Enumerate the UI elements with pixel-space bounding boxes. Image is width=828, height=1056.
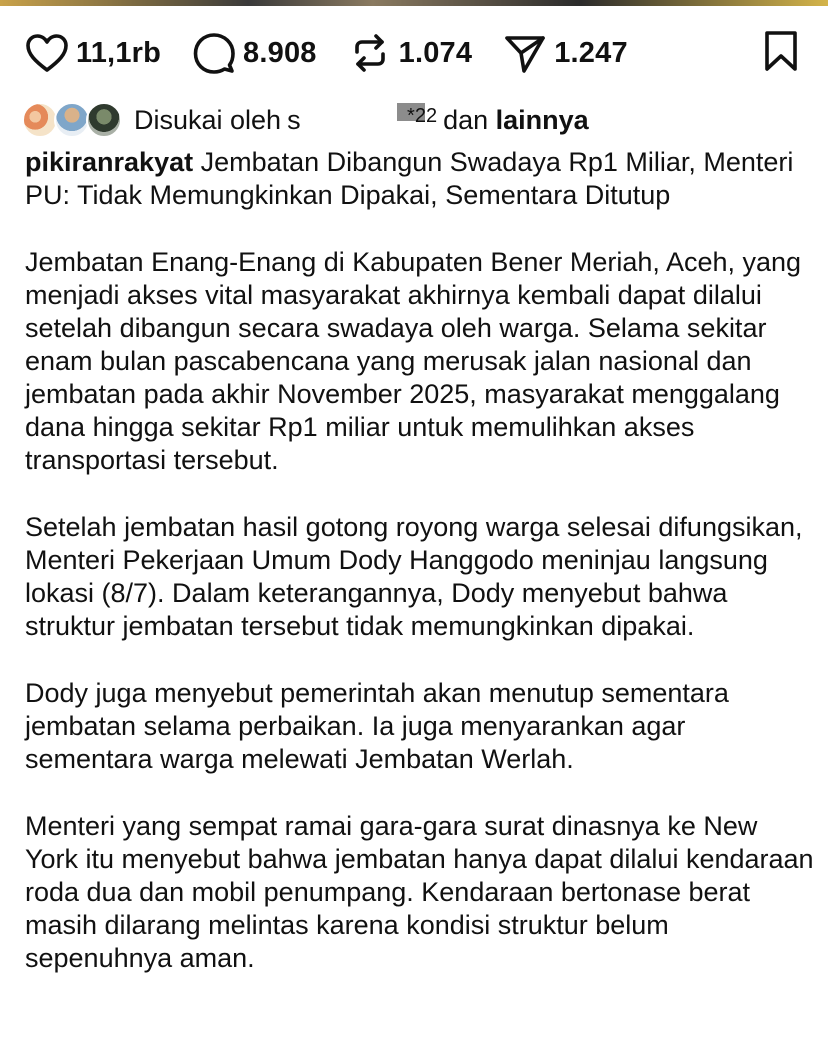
avatar	[22, 102, 58, 138]
caption-paragraph: Setelah jembatan hasil gotong royong warga selesai difungsikan, Menteri Pekerjaan Umum Dody Hanggodo meninjau langsung lokasi (8/7). Dalam keterangannya, Dody menyebut bahwa struktur jembatan tersebut tidak memungkinkan dipakai.	[25, 512, 803, 641]
liked-by-and: dan	[443, 104, 489, 135]
caption-paragraph: Menteri yang sempat ramai gara-gara surat dinasnya ke New York itu menyebut bahwa jembatan hanya dapat dilalui kendaraan roda dua dan mobil penumpang. Kendaraan bertonase berat masih dilarang melintas karena kondisi struktur belum sepenuhnya aman.	[25, 811, 814, 973]
repost-action	[347, 30, 473, 76]
post-media-edge[interactable]	[0, 0, 828, 6]
redacted-suffix: *22	[407, 105, 438, 127]
post-username[interactable]: pikiranrakyat	[25, 147, 194, 177]
caption-title	[25, 146, 815, 212]
action-bar	[24, 30, 804, 76]
share-count[interactable]: 1.247	[554, 36, 628, 69]
heart-icon[interactable]	[24, 30, 70, 76]
repost-count[interactable]: 1.074	[398, 36, 473, 69]
avatar	[54, 102, 90, 138]
liked-by-row[interactable]	[22, 100, 589, 140]
liked-by-text	[134, 105, 589, 136]
send-icon[interactable]	[502, 30, 548, 76]
liked-by-prefix: Disukai oleh	[134, 104, 282, 135]
caption-paragraph: Dody juga menyebut pemerintah akan menutup sementara jembatan selama perbaikan. Ia juga menyarankan agar sementara warga melewati Jembatan Werlah.	[25, 678, 729, 774]
comment-action	[191, 30, 317, 76]
redacted-username[interactable]	[287, 107, 437, 133]
avatar	[86, 102, 122, 138]
comment-bubble-icon[interactable]	[191, 30, 237, 76]
liked-by-avatars	[22, 100, 126, 140]
like-action	[24, 30, 161, 76]
save-button[interactable]	[758, 30, 804, 76]
bookmark-icon	[763, 30, 799, 77]
share-action	[502, 30, 628, 76]
post-caption	[25, 146, 815, 1009]
post-title: Jembatan Dibangun Swadaya Rp1 Miliar, Menteri PU: Tidak Memungkinkan Dipakai, Sementara Ditutup	[25, 147, 794, 210]
comment-count[interactable]: 8.908	[243, 36, 317, 69]
like-count[interactable]: 11,1rb	[76, 36, 162, 69]
repost-icon[interactable]	[347, 30, 393, 76]
liked-by-others[interactable]: lainnya	[495, 104, 589, 135]
caption-paragraph: Jembatan Enang-Enang di Kabupaten Bener Meriah, Aceh, yang menjadi akses vital masyarakat akhirnya kembali dapat dilalui setelah dibangun secara swadaya oleh warga. Selama sekitar enam bulan pascabencana yang merusak jalan nasional dan jembatan pada akhir November 2025, masyarakat menggalang dana hingga sekitar Rp1 miliar untuk memulihkan akses transportasi tersebut.	[25, 247, 802, 475]
redacted-fragment: s	[287, 105, 301, 135]
